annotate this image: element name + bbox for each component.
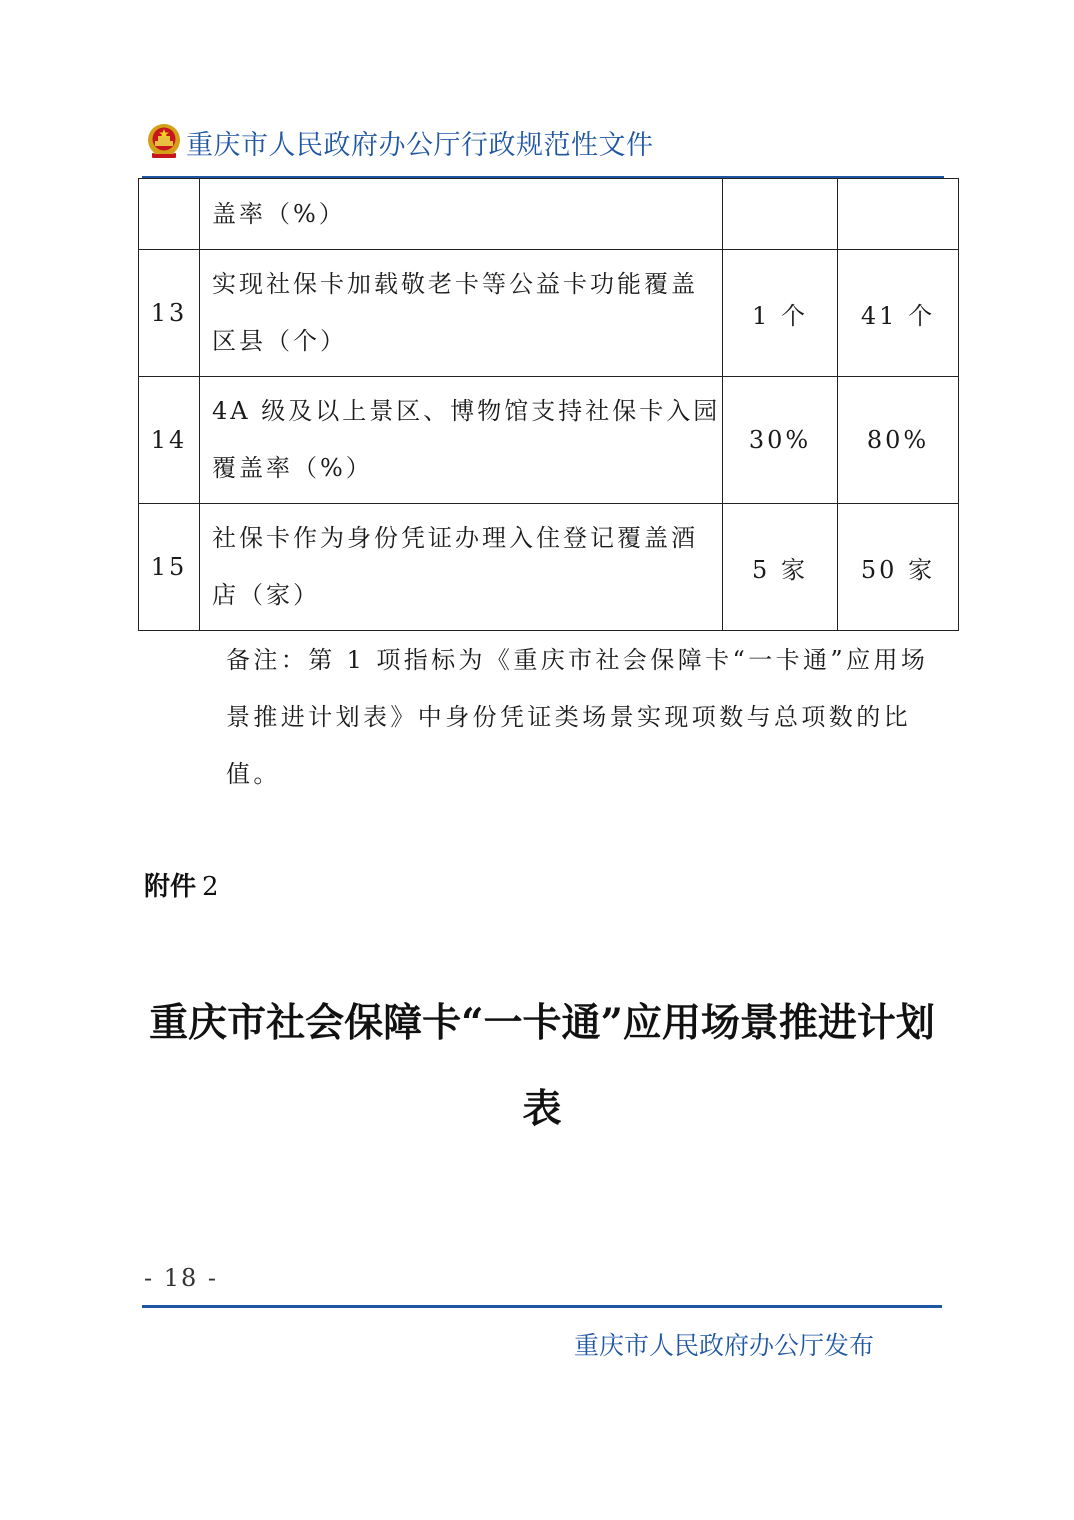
table-note: 备注：第 1 项指标为《重庆市社会保障卡“一卡通”应用场景推进计划表》中身份凭证类场景实现项数与总项数的比值。 [226, 646, 929, 788]
table-row [139, 179, 959, 250]
row-number: 14 [139, 377, 200, 504]
footer-divider [142, 1305, 942, 1308]
row-number [139, 179, 200, 250]
metrics-table [138, 178, 959, 631]
row-current-value: 1 个 [723, 250, 838, 377]
row-current-value [723, 179, 838, 250]
page-number: - 18 - [144, 1264, 219, 1292]
attachment-label [144, 866, 219, 903]
document-title: 重庆市社会保障卡“一卡通”应用场景推进计划表 [149, 1000, 935, 1132]
publisher-line: 重庆市人民政府办公厅发布 [574, 1331, 875, 1360]
document-header [146, 122, 654, 162]
row-current-value: 5 家 [723, 504, 838, 631]
row-item: 实现社保卡加载敬老卡等公益卡功能覆盖区县（个） [200, 250, 723, 377]
row-target-value: 50 家 [838, 504, 959, 631]
national-emblem-icon [146, 123, 182, 161]
header-title: 重庆市人民政府办公厅行政规范性文件 [186, 129, 654, 161]
table-row [139, 250, 959, 377]
row-item: 4A 级及以上景区、博物馆支持社保卡入园覆盖率（%） [200, 377, 723, 504]
row-item: 社保卡作为身份凭证办理入住登记覆盖酒店（家） [200, 504, 723, 631]
table-row [139, 504, 959, 631]
row-target-value [838, 179, 959, 250]
row-target-value: 80% [838, 377, 959, 504]
row-number: 13 [139, 250, 200, 377]
row-item: 盖率（%） [200, 179, 723, 250]
attachment-label-text: 附件 [144, 872, 197, 902]
row-target-value: 41 个 [838, 250, 959, 377]
attachment-number: 2 [202, 872, 219, 902]
row-number: 15 [139, 504, 200, 631]
row-current-value: 30% [723, 377, 838, 504]
table-row [139, 377, 959, 504]
